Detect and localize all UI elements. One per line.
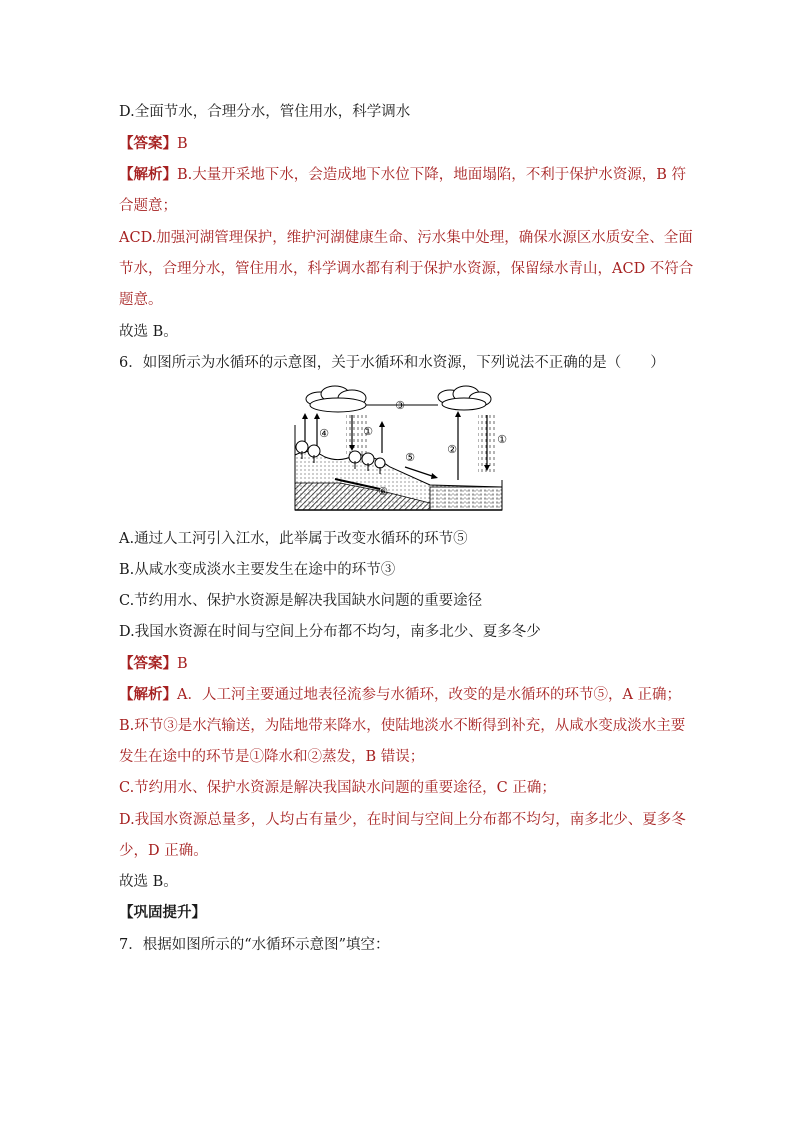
answer-value: B — [177, 136, 188, 152]
label-4: ④ — [319, 427, 329, 440]
section-heading: 【巩固提升】 — [119, 904, 206, 921]
q6-option-c: C.节约用水、保护水资源是解决我国缺水问题的重要途径 — [119, 593, 483, 609]
q6-explanation-5: D.我国水资源总量多，人均占有量少，在时间与空间上分布都不均匀，南多北少、夏多冬 — [119, 812, 686, 828]
explanation-tag: 【解析】 — [119, 166, 177, 183]
q7-stem: 7．根据如图所示的“水循环示意图”填空： — [119, 937, 390, 953]
q6-stem: 6．如图所示为水循环的示意图，关于水循环和水资源，下列说法不正确的是（ ） — [119, 355, 665, 371]
q6-option-b: B.从咸水变成淡水主要发生在途中的环节③ — [119, 562, 396, 578]
q6-explanation-4: C.节约用水、保护水资源是解决我国缺水问题的重要途径，C 正确； — [119, 780, 556, 796]
label-1-right: ① — [497, 433, 507, 446]
q5-choice: 故选 B。 — [119, 324, 178, 340]
answer-tag: 【答案】 — [119, 135, 177, 152]
explanation-text: B.大量开采地下水，会造成地下水位下降，地面塌陷，不利于保护水资源，B 符 — [177, 167, 687, 183]
q5-answer — [119, 134, 679, 154]
q6-explanation-1 — [119, 685, 682, 705]
q6-explanation-2: B.环节③是水汽输送，为陆地带来降水，使陆地淡水不断得到补充，从咸水变成淡水主要 — [119, 718, 686, 734]
q5-explanation-5: 题意。 — [119, 292, 163, 308]
q6-choice: 故选 B。 — [119, 874, 178, 890]
q6-answer — [119, 654, 679, 674]
q6-explanation-3: 发生在途中的环节是①降水和②蒸发，B 错误； — [119, 749, 425, 765]
q5-option-d: D.全面节水，合理分水，管住用水，科学调水 — [119, 104, 411, 120]
label-2: ② — [447, 443, 457, 456]
label-1-left: ① — [363, 425, 373, 438]
answer-tag: 【答案】 — [119, 655, 177, 672]
q5-explanation-1 — [119, 165, 687, 185]
sea — [430, 487, 502, 510]
q5-explanation-4: 节水，合理分水，管住用水，科学调水都有利于保护水资源，保留绿水青山，ACD 不符合 — [119, 261, 694, 277]
q6-option-a: A.通过人工河引入江水，此举属于改变水循环的环节⑤ — [119, 531, 468, 547]
explanation-tag: 【解析】 — [119, 686, 177, 703]
explanation-text: A．人工河主要通过地表径流参与水循环，改变的是水循环的环节⑤，A 正确； — [177, 687, 682, 703]
answer-value: B — [177, 656, 188, 672]
q6-explanation-6: 少，D 正确。 — [119, 843, 208, 859]
label-6: ⑥ — [378, 485, 388, 498]
cloud-right — [438, 386, 491, 410]
q5-explanation-3: ACD.加强河湖管理保护，维护河湖健康生命、污水集中处理，确保水源区水质安全、全面 — [119, 230, 693, 246]
label-5: ⑤ — [405, 451, 415, 464]
q6-option-d: D.我国水资源在时间与空间上分布都不均匀，南多北少、夏多冬少 — [119, 624, 541, 640]
cloud-left — [306, 386, 366, 412]
q5-explanation-2: 合题意； — [119, 198, 177, 214]
label-3: ③ — [395, 399, 405, 412]
water-cycle-diagram — [280, 385, 515, 515]
